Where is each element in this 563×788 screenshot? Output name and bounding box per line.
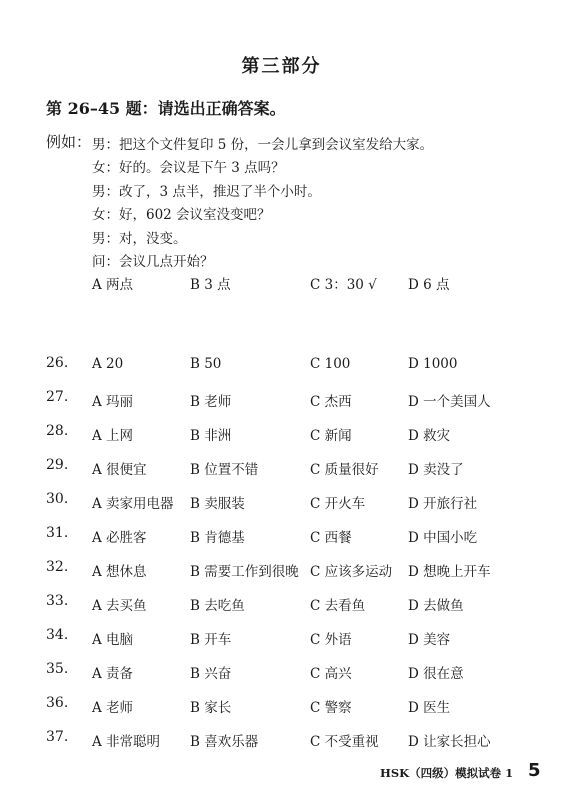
footer-exam-title: HSK（四级）模拟试卷 1	[380, 766, 514, 780]
option-c: C 西餐	[310, 530, 352, 546]
option-d: D 一个美国人	[408, 394, 491, 410]
option-a: A 玛丽	[92, 394, 134, 410]
option-d: D 1000	[408, 356, 458, 372]
option-d: D 美容	[408, 632, 451, 648]
option-c: C 警察	[310, 700, 352, 716]
option-b: B 需要工作到很晚	[190, 564, 299, 580]
example-option-c: C 3：30 √	[310, 277, 377, 293]
option-b: B 肯德基	[190, 530, 245, 546]
question-number: 36.	[46, 695, 69, 711]
option-c: C 杰西	[310, 394, 352, 410]
example-question: 问：会议几点开始？	[92, 254, 214, 270]
option-a: A 上网	[92, 428, 134, 444]
option-a: A 非常聪明	[92, 734, 161, 750]
option-b: B 50	[190, 356, 222, 372]
option-a: A 去买鱼	[92, 598, 147, 614]
option-c: C 100	[310, 356, 351, 372]
question-number: 35.	[46, 661, 69, 677]
option-d: D 去做鱼	[408, 598, 464, 614]
example-label: 例如：	[46, 133, 92, 151]
option-b: B 兴奋	[190, 666, 232, 682]
option-c: C 外语	[310, 632, 352, 648]
option-b: B 位置不错	[190, 462, 259, 478]
example-line: 男：改了，3 点半，推迟了半个小时。	[92, 184, 321, 200]
option-d: D 医生	[408, 700, 451, 716]
example-option-b: B 3 点	[190, 277, 231, 293]
example-line: 女：好，602 会议室没变吧？	[92, 207, 271, 223]
example-option-a: A 两点	[92, 277, 134, 293]
option-a: A 卖家用电器	[92, 496, 174, 512]
option-c: C 应该多运动	[310, 564, 393, 580]
example-line: 男：对，没变。	[92, 231, 187, 247]
option-b: B 卖服装	[190, 496, 245, 512]
example-line: 女：好的。会议是下午 3 点吗？	[92, 160, 285, 176]
option-a: A 老师	[92, 700, 134, 716]
option-d: D 让家长担心	[408, 734, 491, 750]
question-number: 27.	[46, 389, 69, 405]
option-c: C 质量很好	[310, 462, 379, 478]
section-title: 第三部分	[241, 56, 322, 77]
option-c: C 新闻	[310, 428, 352, 444]
question-number: 34.	[46, 627, 69, 643]
option-d: D 很在意	[408, 666, 464, 682]
option-a: A 很便宜	[92, 462, 147, 478]
example-line: 男：把这个文件复印 5 份，一会儿拿到会议室发给大家。	[92, 137, 434, 153]
option-b: B 去吃鱼	[190, 598, 245, 614]
option-d: D 想晚上开车	[408, 564, 491, 580]
option-c: C 不受重视	[310, 734, 379, 750]
option-a: A 责备	[92, 666, 134, 682]
option-d: D 中国小吃	[408, 530, 478, 546]
option-a: A 20	[92, 356, 124, 372]
option-b: B 开车	[190, 632, 232, 648]
question-number: 28.	[46, 423, 69, 439]
option-d: D 卖没了	[408, 462, 464, 478]
question-number: 32.	[46, 559, 69, 575]
question-number: 29.	[46, 457, 69, 473]
page-number: 5	[528, 760, 541, 781]
option-c: C 开火车	[310, 496, 366, 512]
option-d: D 开旅行社	[408, 496, 478, 512]
option-c: C 高兴	[310, 666, 352, 682]
question-number: 31.	[46, 525, 69, 541]
question-number: 33.	[46, 593, 69, 609]
option-b: B 老师	[190, 394, 232, 410]
option-b: B 喜欢乐器	[190, 734, 259, 750]
question-number: 26.	[46, 355, 69, 371]
option-a: A 电脑	[92, 632, 134, 648]
option-b: B 家长	[190, 700, 232, 716]
question-number: 37.	[46, 729, 69, 745]
option-a: A 想休息	[92, 564, 147, 580]
example-option-d: D 6 点	[408, 277, 450, 293]
instruction: 第 26–45 题：请选出正确答案。	[46, 99, 286, 118]
option-a: A 必胜客	[92, 530, 147, 546]
option-c: C 去看鱼	[310, 598, 366, 614]
question-number: 30.	[46, 491, 69, 507]
option-d: D 救灾	[408, 428, 451, 444]
option-b: B 非洲	[190, 428, 232, 444]
